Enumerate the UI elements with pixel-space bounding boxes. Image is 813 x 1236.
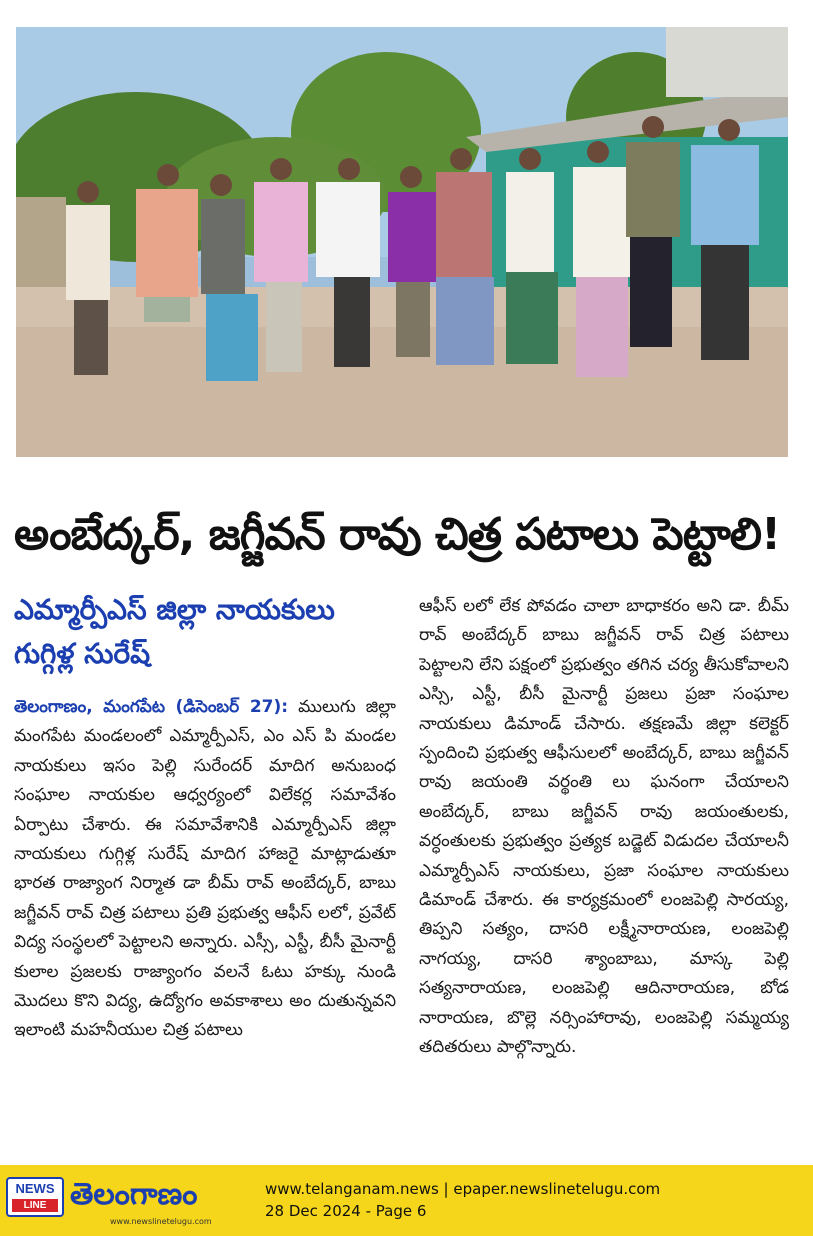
group-photo-illustration [16,27,788,457]
headline: అంబేద్కర్, జగ్జీవన్ రావు చిత్ర పటాలు పెట్టాలి! [14,509,781,560]
sub-headline-line-1: ఎమ్మార్పీఎస్ జిల్లా నాయకులు [14,593,335,626]
article-column-left [14,693,396,1153]
edition-date-page: 28 Dec 2024 - Page 6 [265,1202,427,1220]
website-links[interactable]: www.telanganam.news | epaper.newslinetelugu.com [265,1180,661,1198]
logo-text-top: NEWS [15,1181,55,1196]
news-photo [16,27,788,457]
article-body-left: ములుగు జిల్లా మంగపేట మండలంలో ఎమ్మార్పీఎస్, ఎం ఎస్ పి మండల నాయకులు ఇసం పెల్లి సురేందర్ మాదిగ అనుబంధ సంఘాల నాయకుల ఆధ్వర్యంలో విలేకర్ల సమావేశం ఏర్పాటు చేశారు. ఈ సమావేశానికి ఎమ్మార్పీఎస్ జిల్లా నాయకులు గుగ్గిళ్ల సురేష్ మాదిగ హాజరై మాట్లాడుతూ భారత రాజ్యాంగ నిర్మాత డా బీమ్ రావ్ అంబేద్కర్, బాబు జగ్జీవన్ రావ్ చిత్ర పటాలు ప్రతి ప్రభుత్వ ఆఫీస్ లలో, ప్రవేట్ విద్య సంస్థలలో పెట్టాలని అన్నారు. ఎస్సీ, ఎస్టీ, బీసీ మైనార్టీ కులాల ప్రజలకు రాజ్యాంగం వలనే ఓటు హక్కు నుండి మొదలు కొని విద్య, ఉద్యోగం అవకాశాలు అం దుతున్నవని ఇలాంటి మహనీయుల చిత్ర పటాలు [14,697,396,1041]
sub-headline [14,588,394,676]
newsline-logo[interactable] [6,1177,64,1217]
brand-logo[interactable]: తెలంగాణం [70,1177,198,1212]
article-column-right: ఆఫీస్ లలో లేక పోవడం చాలా బాధాకరం అని డా. బీమ్ రావ్ అంబేద్కర్ బాబు జగ్జీవన్ రావ్ చిత్ర పటాలు పెట్టాలని లేని పక్షంలో ప్రభుత్వం తగిన చర్య తీసుకోవాలని ఎస్సి, ఎస్టీ, బీసీ మైనార్టీ ప్రజలు ప్రజా సంఘాల నాయకులు డిమాండ్ చేసారు. తక్షణమే జిల్లా కలెక్టర్ స్పందించి ప్రభుత్వ ఆఫీసులలో అంబేద్కర్, బాబు జగ్జీవన్ రావు జయంతి వర్థంతి లు ఘనంగా చేయాలని అంబేద్కర్, బాబు జగ్జీవన్ రావు జయంతులకు, వర్ధంతులకు ప్రభుత్వం ప్రత్యక బడ్జెట్ విడుదల చేయాలనీ ఎమ్మార్పీఎస్ నాయకులు, ప్రజా సంఘాల నాయకులు డిమాండ్ చేశారు. ఈ కార్యక్రమంలో లంజపెల్లి సారయ్య, తిప్పని సత్యం, దాసరి లక్ష్మీనారాయణ, లంజపెల్లి నాగయ్య, దాసరి శ్యాంబాబు, మాస్క పెల్లి సత్యనారాయణ, లంజపెల్లి ఆదినారాయణ, బోడ నారాయణ, బొల్లె నర్సింహారావు, లంజపెల్లి సమ్మయ్య తదితరులు పాల్గొన్నారు. [419,596,789,1058]
brand-url: www.newslinetelugu.com [110,1217,212,1226]
logo-text-bottom: LINE [12,1199,58,1212]
footer-bar [0,1165,813,1236]
dateline: తెలంగాణం, మంగపేట (డిసెంబర్ 27): [14,697,289,717]
sub-headline-line-2: గుగ్గిళ్ల సురేష్ [14,637,151,670]
